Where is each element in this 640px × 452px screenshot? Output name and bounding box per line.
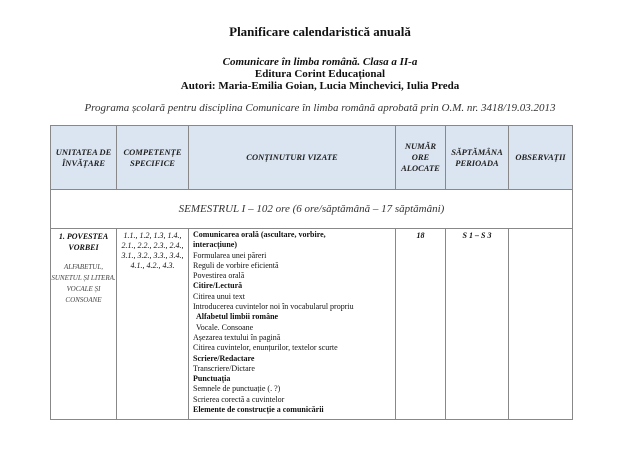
content-line: Scrierea corectă a cuvintelor <box>193 394 285 404</box>
publisher-line: Editura Corint Educațional <box>254 68 386 80</box>
content-line: interacțiune) <box>193 240 237 250</box>
col-header-hours: NUMĂR ORE ALOCATE <box>396 126 446 190</box>
contents-cell <box>189 229 396 420</box>
hours-cell: 18 <box>396 229 446 420</box>
content-line: Așezarea textului în pagină <box>193 332 281 342</box>
content-line: Reguli de vorbire eficientă <box>193 260 279 270</box>
program-line: Programa școlară pentru disciplina Comunicare în limba română aprobată prin O.M. nr. 3418/19.03.2013 <box>84 102 556 114</box>
content-line: Scriere/Redactare <box>193 353 255 363</box>
table-header-row <box>51 126 573 190</box>
col-header-weeks: SĂPTĂMÂNA PERIOADA <box>446 126 509 190</box>
content-line: Formularea unei păreri <box>193 250 267 260</box>
content-line: Citire/Lectură <box>193 281 243 291</box>
unit-title: 1. POVESTEA VORBEI <box>58 232 109 252</box>
content-line: Transcriere/Dictare <box>193 363 255 373</box>
observations-cell <box>509 229 573 420</box>
weeks-cell: S 1 – S 3 <box>446 229 509 420</box>
content-line: Alfabetul limbii române <box>196 312 279 322</box>
document-title: Planificare calendaristică anuală <box>229 24 411 39</box>
content-line: Citirea cuvintelor, enunțurilor, textelor scurte <box>193 343 338 353</box>
table-row <box>51 229 573 420</box>
unit-subtitle: ALFABETUL, SUNETUL ȘI LITERA. VOCALE ȘI CONSOANE <box>51 263 116 304</box>
col-header-competences: COMPETENȚE SPECIFICE <box>117 126 189 190</box>
semester-label: SEMESTRUL I – 102 ore (6 ore/săptămână – 17 săptămâni) <box>51 190 573 229</box>
content-line: Punctuația <box>193 374 231 384</box>
subject-line: Comunicare în limba română. Clasa a II-a <box>222 56 418 68</box>
authors-line: Autori: Maria-Emilia Goian, Lucia Minchevici, Iulia Preda <box>180 80 460 92</box>
content-line: Citirea unui text <box>193 291 245 301</box>
col-header-unit: UNITATEA DE ÎNVĂȚARE <box>51 126 117 190</box>
col-header-contents: CONȚINUTURI VIZATE <box>189 126 396 190</box>
planning-table <box>50 125 573 420</box>
content-line: Semnele de punctuație (. ?) <box>193 384 281 394</box>
content-line: Elemente de construcție a comunicării <box>193 405 324 415</box>
semester-row <box>51 190 573 229</box>
content-line: Vocale. Consoane <box>196 322 254 332</box>
competences-cell: 1.1., 1.2, 1.3, 1.4., 2.1., 2.2., 2.3., 2.4., 3.1., 3.2., 3.3., 3.4., 4.1., 4.2., 4.3. <box>117 229 189 420</box>
content-line: Introducerea cuvintelor noi în vocabularul propriu <box>193 302 354 312</box>
unit-cell <box>51 229 117 420</box>
content-line: Comunicarea orală (ascultare, vorbire, <box>193 230 326 239</box>
col-header-observations: OBSERVAȚII <box>509 126 573 190</box>
content-line: Povestirea orală <box>193 271 245 281</box>
